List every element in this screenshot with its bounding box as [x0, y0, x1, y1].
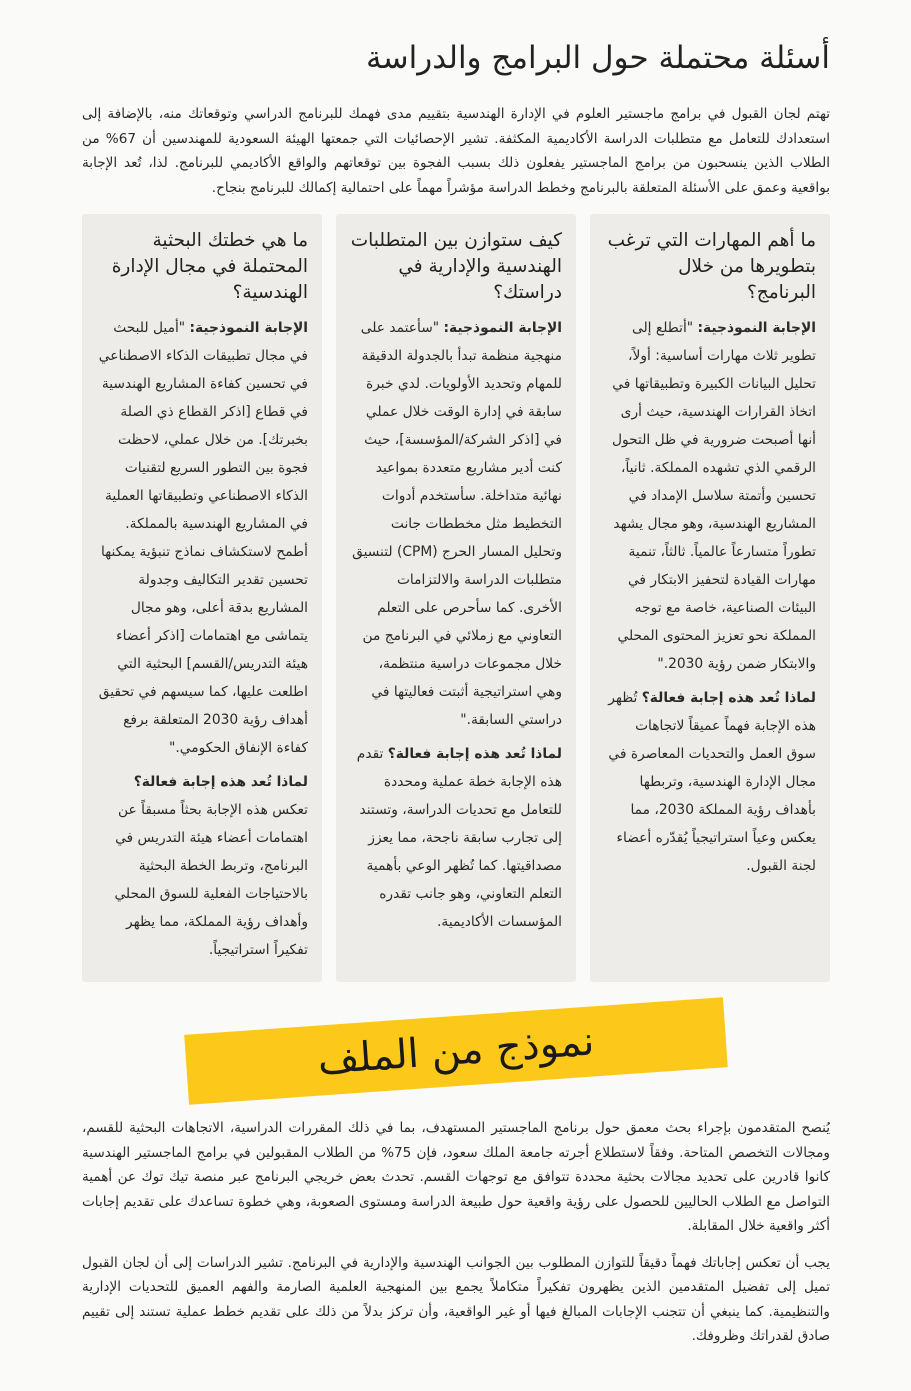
why-text: تقدم هذه الإجابة خطة عملية ومحددة للتعامل مع تحديات الدراسة، وتستند إلى تجارب سابقة ناجحة، مما يعزز مصداقيتها. كما تُظهر الوعي بأهمية التعلم التعاوني، وهو جانب تقدره المؤسسات الأكاديمية. [356, 746, 562, 930]
answer-text: "أتطلع إلى تطوير ثلاث مهارات أساسية: أولاً، تحليل البيانات الكبيرة وتطبيقاتها في اتخاذ القرارات الهندسية، حيث أرى أنها أصبحت ضرورية في ظل التحول الرقمي الذي تشهده المملكة. ثانياً، تحسين وأتمتة سلاسل الإمداد في المشاريع الهندسية، وهو مجال يشهد تطوراً متسارعاً عالمياً. ثالثاً، تنمية مهارات القيادة لتحفيز الابتكار في البيئات الصناعية، خاصة مع توجه المملكة نحو تعزيز المحتوى المحلي والابتكار ضمن رؤية 2030." [611, 320, 816, 672]
card-question: ما هي خطتك البحثية المحتملة في مجال الإدارة الهندسية؟ [111, 230, 308, 303]
why-label: لماذا تُعد هذه إجابة فعالة؟ [641, 690, 816, 706]
why-effective [96, 768, 308, 964]
model-answer [350, 314, 562, 734]
page-title: أسئلة محتملة حول البرامج والدراسة [366, 40, 830, 76]
answer-label: الإجابة النموذجية: [697, 320, 816, 336]
outro-paragraph-1: يُنصح المتقدمون بإجراء بحث معمق حول برنامج الماجستير المستهدف، بما في ذلك المقررات الدراسية، الاتجاهات البحثية للقسم، ومجالات التخصص المتاحة. وفقاً لاستطلاع أجرته جامعة الملك سعود، فإن 75% من الطلاب المقبولين في برامج الماجستير الهندسية كانوا قادرين على تحديد مجالات بحثية محددة تتوافق مع توجهات القسم. تحدث بعض خريجي البرنامج عبر منصة تيك توك عن أهمية التواصل مع الطلاب الحاليين للحصول على رؤية واقعية حول طبيعة الدراسة ومستوى الصعوبة، وهي خطوة تساعدك على تقديم إجابات أكثر واقعية خلال المقابلة. [82, 1120, 830, 1234]
intro-paragraph: تهتم لجان القبول في برامج ماجستير العلوم في الإدارة الهندسية بتقييم مدى فهمك للبرنامج الدراسي وتوقعاتك منه، بالإضافة إلى استعدادك للتعامل مع متطلبات الدراسة الأكاديمية المكثفة. تشير الإحصائيات التي جمعتها الهيئة السعودية للمهندسين أن 67% من الطلاب الذين ينسحبون من برامج الماجستير يفعلون ذلك بسبب الفجوة بين توقعاتهم والواقع الأكاديمي للبرنامج. لذا، تُعد الإجابة بواقعية وعمق على الأسئلة المتعلقة بالبرنامج وخطط الدراسة مؤشراً مهماً على احتمالية إكمالك للبرنامج بنجاح. [82, 106, 830, 196]
why-text: تعكس هذه الإجابة بحثاً مسبقاً عن اهتمامات أعضاء هيئة التدريس في البرنامج، وتربط الخطة البحثية بالاحتياجات الفعلية للسوق المحلي وأهداف رؤية المملكة، مما يظهر تفكيراً استراتيجياً. [114, 802, 308, 958]
why-effective [604, 684, 816, 880]
watermark-text: نموذج من الملف [316, 1018, 596, 1084]
why-text: تُظهر هذه الإجابة فهماً عميقاً لاتجاهات سوق العمل والتحديات المعاصرة في مجال الإدارة الهندسية، وتربطها بأهداف رؤية المملكة 2030، مما يعكس وعياً استراتيجياً يُقدّره أعضاء لجنة القبول. [608, 690, 816, 874]
card-question: كيف ستوازن بين المتطلبات الهندسية والإدارية في دراستك؟ [350, 230, 562, 303]
watermark-area [82, 996, 830, 1106]
model-answer [604, 314, 816, 678]
answer-text: "سأعتمد على منهجية منظمة تبدأ بالجدولة الدقيقة للمهام وتحديد الأولويات. لدي خبرة سابقة في إدارة الوقت خلال عملي في [اذكر الشركة/المؤسسة]، حيث كنت أدير مشاريع متعددة بمواعيد نهائية متداخلة. سأستخدم أدوات التخطيط مثل مخططات جانت وتحليل المسار الحرج (CPM) لتنسيق متطلبات الدراسة والالتزامات الأخرى. كما سأحرص على التعلم التعاوني مع زملائي في البرنامج من خلال مجموعات دراسية منتظمة، وهي استراتيجية أثبتت فعاليتها في دراستي السابقة." [352, 320, 562, 728]
why-label: لماذا تُعد هذه إجابة فعالة؟ [387, 746, 562, 762]
answer-text: "أميل للبحث في مجال تطبيقات الذكاء الاصطناعي في تحسين كفاءة المشاريع الهندسية في قطاع [اذكر القطاع ذي الصلة بخبرتك]. من خلال عملي، لاحظت فجوة بين التطور السريع لتقنيات الذكاء الاصطناعي وتطبيقاتها العملية في المشاريع الهندسية بالمملكة. أطمح لاستكشاف نماذج تنبؤية يمكنها تحسين تقدير التكاليف وجدولة المشاريع بدقة أعلى، وهو مجال يتماشى مع اهتمامات [اذكر أعضاء هيئة التدريس/القسم] البحثية التي اطلعت عليها، كما سيسهم في تحقيق أهداف رؤية 2030 المتعلقة برفع كفاءة الإنفاق الحكومي." [98, 320, 308, 756]
answer-label: الإجابة النموذجية: [443, 320, 562, 336]
why-label: لماذا تُعد هذه إجابة فعالة؟ [133, 774, 308, 790]
outro-paragraph-2: يجب أن تعكس إجاباتك فهماً دقيقاً للتوازن المطلوب بين الجوانب الهندسية والإدارية في البرنامج. تشير الدراسات إلى أن لجان القبول تميل إلى تفضيل المتقدمين الذين يظهرون تفكيراً متكاملاً يجمع بين المنهجية العلمية الصارمة والفهم العميق للتحديات الإدارية والتنظيمية. كما ينبغي أن تتجنب الإجابات المبالغ فيها أو غير الواقعية، وأن تركز بدلاً من ذلك على تقديم خطط عملية تستند إلى تقييم صادق لقدراتك وظروفك. [82, 1254, 830, 1344]
model-answer [96, 314, 308, 762]
watermark-band [184, 997, 728, 1104]
question-card [82, 214, 322, 982]
question-cards [82, 214, 830, 982]
card-question: ما أهم المهارات التي ترغب بتطويرها من خلال البرنامج؟ [607, 230, 816, 303]
answer-label: الإجابة النموذجية: [189, 320, 308, 336]
document-page [82, 0, 830, 1391]
question-card [336, 214, 576, 982]
question-card [590, 214, 830, 982]
why-effective [350, 740, 562, 936]
